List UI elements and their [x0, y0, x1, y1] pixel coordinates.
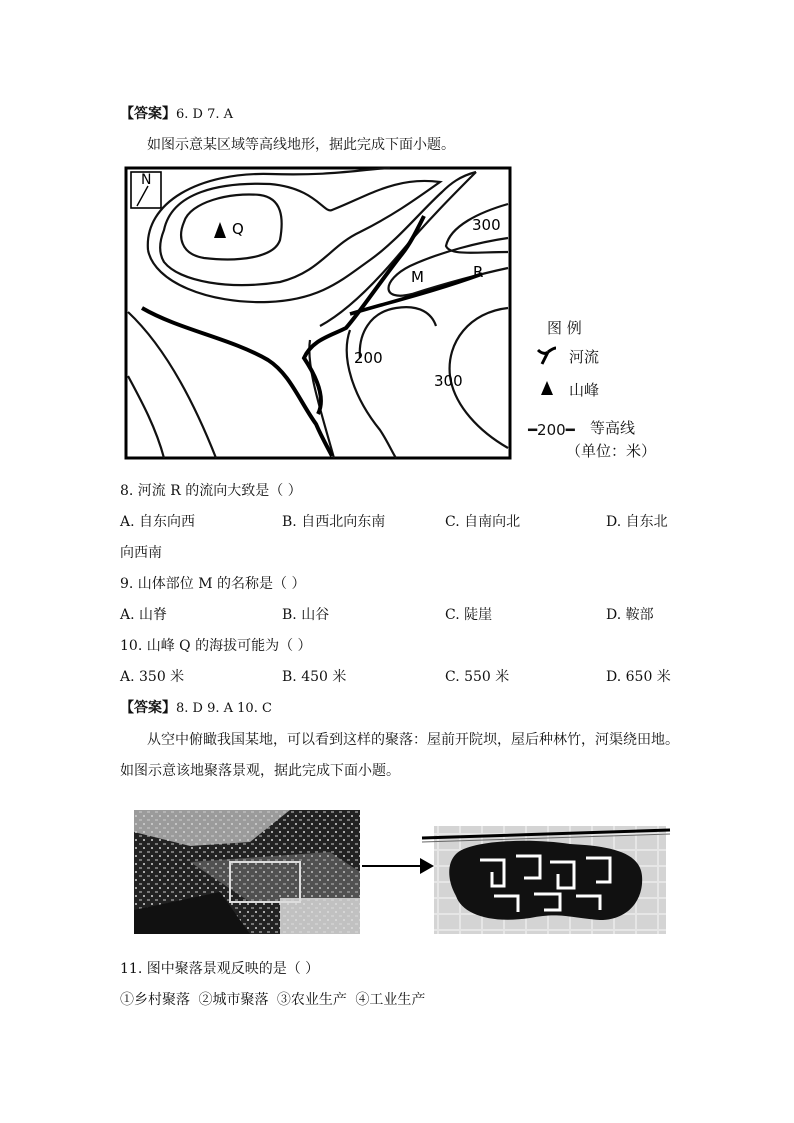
q10-option-a: A. 350 米	[120, 669, 185, 685]
legend-contour-dash-icon: ━	[528, 421, 538, 439]
q8-option-b: B. 自西北向东南	[282, 514, 386, 530]
contour-label-300: 300	[434, 372, 463, 390]
peak-label: Q	[232, 220, 244, 238]
q10-option-d: D. 650 米	[606, 669, 671, 685]
answer-line-2	[120, 697, 272, 717]
q10-option-b: B. 450 米	[282, 669, 347, 685]
contour-map	[120, 162, 520, 462]
q9-option-d: D. 鞍部	[606, 607, 654, 623]
legend-contour-label: 等高线	[590, 419, 636, 437]
label-r: R	[473, 263, 484, 281]
q8-option-a: A. 自东向西	[120, 514, 196, 530]
legend-contour-sample: ━200━	[528, 421, 575, 439]
q9-option-a: A. 山脊	[120, 607, 168, 623]
intro-text-2: 从空中俯瞰我国某地，可以看到这样的聚落：屋前开院坝，屋后种林竹，河渠绕田地。	[147, 732, 679, 748]
label-m: M	[411, 268, 424, 286]
answer-label: 【答案】	[120, 700, 176, 716]
answer-label: 【答案】	[120, 106, 176, 122]
answer-text: 8. D 9. A 10. C	[176, 701, 272, 716]
q8-option-c: C. 自南向北	[445, 514, 521, 530]
intro-text-2b: 如图示意该地聚落景观，据此完成下面小题。	[120, 763, 400, 779]
map-frame	[126, 168, 510, 458]
north-label: N	[141, 172, 152, 188]
q8-stem: 8. 河流 R 的流向大致是（ ）	[120, 483, 302, 499]
legend-title: 图 例	[547, 319, 582, 337]
answer-line-1	[120, 103, 233, 123]
river-legend-icon	[536, 346, 558, 366]
q9-option-c: C. 陡崖	[445, 607, 493, 623]
q8-option-d: D. 自东北	[606, 514, 668, 530]
settlement-schematic	[422, 826, 670, 934]
arrow-right-icon	[362, 858, 434, 874]
q11-stem: 11. 图中聚落景观反映的是（ ）	[120, 961, 320, 977]
peak-legend-icon	[540, 380, 554, 396]
north-arrow-icon	[131, 172, 161, 208]
q8-option-d-cont: 向西南	[120, 545, 162, 561]
legend-unit: （单位：米）	[566, 442, 657, 460]
settlement-figure	[130, 802, 676, 940]
q10-stem: 10. 山峰 Q 的海拔可能为（ ）	[120, 638, 312, 654]
aerial-photo	[134, 810, 360, 934]
legend-river-label: 河流	[569, 348, 600, 366]
legend-contour-value: 200	[537, 421, 566, 439]
contour-label-200: 200	[354, 349, 383, 367]
q10-option-c: C. 550 米	[445, 669, 510, 685]
q9-stem: 9. 山体部位 M 的名称是（ ）	[120, 576, 306, 592]
contour-label-300: 300	[472, 216, 501, 234]
answer-text: 6. D 7. A	[176, 107, 234, 122]
intro-text-1: 如图示意某区域等高线地形，据此完成下面小题。	[147, 137, 455, 153]
legend-peak-label: 山峰	[569, 381, 600, 399]
q9-option-b: B. 山谷	[282, 607, 330, 623]
q11-options: ①乡村聚落 ②城市聚落 ③农业生产 ④工业生产	[120, 992, 426, 1008]
